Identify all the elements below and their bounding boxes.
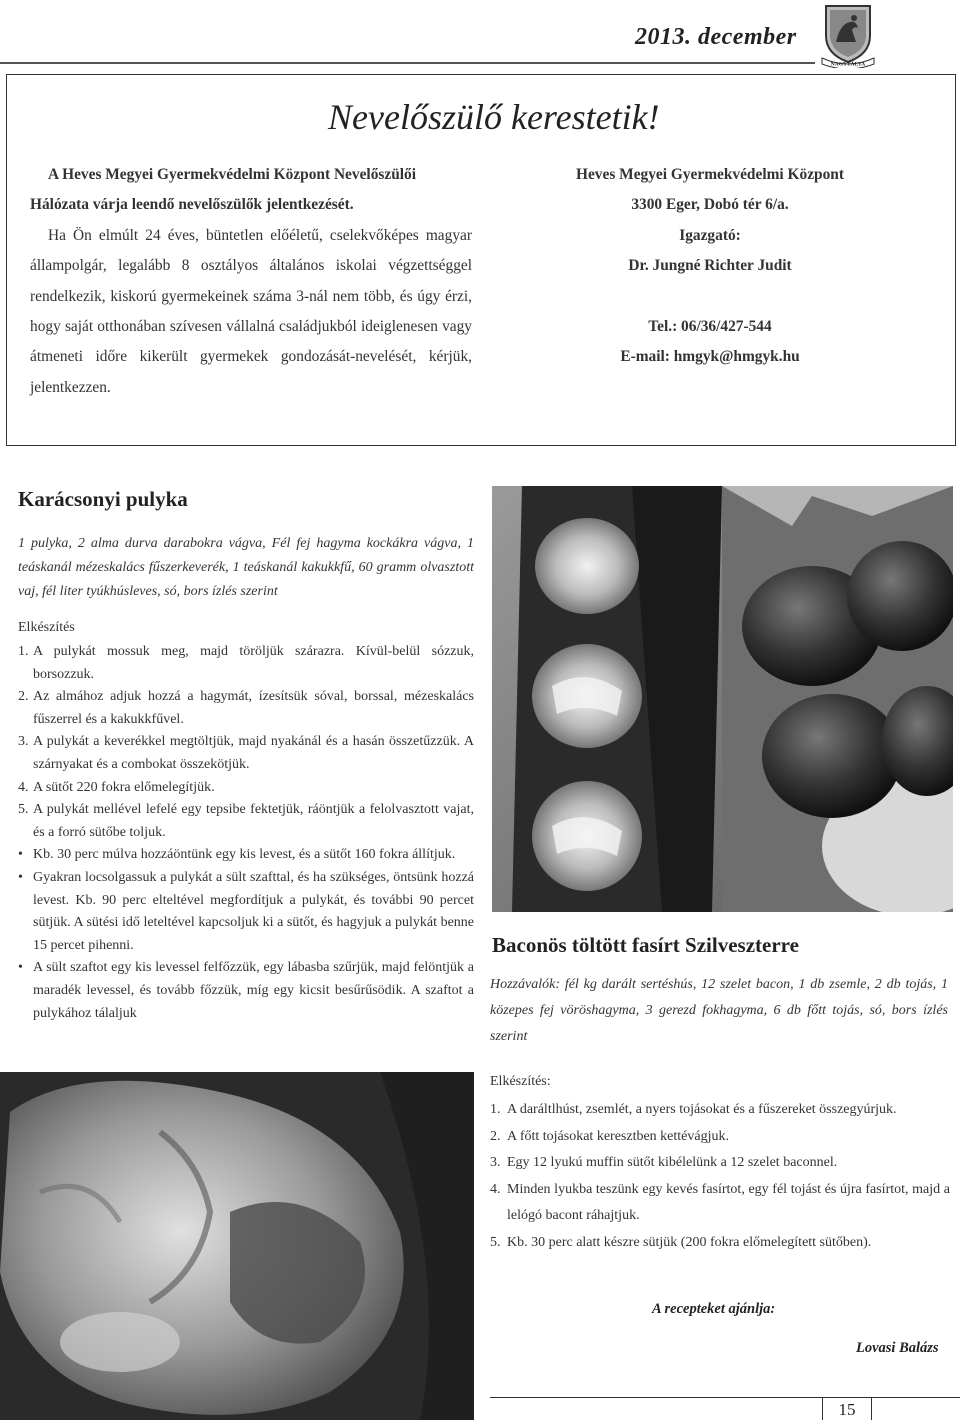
header-rule [0, 62, 815, 64]
issue-date: 2013. december [635, 24, 797, 50]
list-item: 1. A pulykát mossuk meg, majd töröljük szárazra. Kívül-belül sózzuk, borsozzuk. [18, 644, 474, 682]
adoption-intro-line-2: Hálózata várja leendő nevelőszülők jelentkezését. [30, 196, 354, 214]
list-item: 3. A pulykát a keverékkel megtöltjük, majd nyakánál és a hasán összetűzzük. A szárnyakat és a combokat összekötjük. [18, 734, 474, 772]
contact-director-label: Igazgató: [679, 226, 741, 244]
adoption-body [30, 160, 472, 403]
turkey-ingredients: 1 pulyka, 2 alma durva darabokra vágva, Fél fej hagyma kockákra vágva, 1 teáskanál mézeskalács fűszerkeverék, 1 teáskanál kakukkfű, 60 gramm olvasztott vaj, fél liter tyúkhúsleves, só, bors ízlés szerint [18, 536, 474, 599]
contact-spacer [560, 282, 860, 312]
meatloaf-method-label: Elkészítés: [490, 1074, 551, 1089]
adoption-title: Nevelőszülő kerestetik! [328, 97, 660, 137]
adoption-contact [560, 160, 860, 372]
meatloaf-ingredients: Hozzávalók: fél kg darált sertéshús, 12 szelet bacon, 1 db zsemle, 2 db tojás, 1 közepes fej vöröshagyma, 3 gerezd fokhagyma, 6 db főtt tojás, só, bors ízlés szerint [490, 977, 948, 1044]
list-item: 3. Egy 12 lyukú muffin sütőt kibélelünk a 12 szelet baconnel. [490, 1155, 838, 1170]
meatloaf-recipe-title: Baconös töltött fasírt Szilveszterre [492, 933, 799, 957]
list-item: 1. A daráltlhúst, zsemlét, a nyers tojásokat és a fűszereket összegyúrjuk. [490, 1102, 897, 1117]
list-item: 2. Az almához adjuk hozzá a hagymát, ízesítsük sóval, borssal, mézeskalács fűszerrel és a kakukkfűvel. [18, 689, 474, 727]
roast-turkey-photo [0, 1072, 474, 1420]
nagytalya-crest-icon [820, 2, 876, 68]
turkey-method-label: Elkészítés [18, 620, 75, 635]
contact-director-name: Dr. Jungné Richter Judit [628, 257, 792, 275]
list-item: 2. A főtt tojásokat keresztben kettévágjuk. [490, 1128, 729, 1144]
recommended-label: A recepteket ajánlja: [652, 1301, 776, 1317]
adoption-intro-line-1: A Heves Megyei Gyermekvédelmi Központ Nevelőszülői [48, 166, 417, 183]
contact-phone: Tel.: 06/36/427-544 [648, 317, 772, 335]
list-item: 5. Kb. 30 perc alatt készre sütjük (200 fokra előmelegített sütőben). [490, 1234, 872, 1250]
contact-org: Heves Megyei Gyermekvédelmi Központ [576, 166, 844, 183]
turkey-recipe-title: Karácsonyi pulyka [18, 487, 188, 511]
adoption-body-text: Ha Ön elmúlt 24 éves, büntetlen előéletű, cselekvőképes magyar állampolgár, legalább 8 osztályos általános iskolai végzettséggel rendelkezik, kiskorú gyermekeinek száma 3-nál nem több, és úgy érzi, hogy saját otthonában szívesen vállalná családjukból ideiglenesen vagy átmeneti időre kikerült gyermekek gondozását-nevelését, kérjük, jelentkezzen. [30, 226, 472, 396]
turkey-steps-list [18, 641, 474, 1025]
crest-label: NAGYTÁLYA [830, 61, 866, 68]
contact-address: 3300 Eger, Dobó tér 6/a. [631, 196, 789, 214]
meatloaf-steps-list [490, 1097, 950, 1256]
list-item: 5. A pulykát mellével lefelé egy tepsibe fektetjük, ráöntjük a felolvasztott vajat, és a forró sütőbe toljuk. [18, 802, 474, 840]
footer-rule [490, 1397, 960, 1398]
list-item: 4. Minden lyukba teszünk egy kevés fasírtot, egy fél tojást és újra fasírtot, majd a lelógó bacont ráhajtjuk. [490, 1181, 950, 1223]
list-item: • A sült szaftot egy kis levessel felfőzzük, egy lábasba szűrjük, majd felöntjük a maradék levessel, és tovább főzzük, míg egy kicsit besűrűsödik. A szaftot a pulykához tálaljuk [18, 960, 474, 1021]
list-item: • Kb. 30 perc múlva hozzáöntünk egy kis levest, és a sütőt 160 fokra állítjuk. [18, 847, 456, 863]
list-item: 4. A sütőt 220 fokra előmelegítjük. [18, 779, 215, 795]
author-name: Lovasi Balázs [856, 1340, 939, 1356]
contact-email: E-mail: hmgyk@hmgyk.hu [620, 348, 800, 366]
page-number: 15 [822, 1398, 872, 1420]
list-item: • Gyakran locsolgassuk a pulykát a sült szafttal, és ha szükséges, öntsünk hozzá levest. Kb. 90 perc elteltével megfordítjuk a pulykát, és további 90 percet sütjük. A sütési idő leteltével kapcsoljuk ki a sütőt, és hagyjuk a pulykát benne 15 percet pihenni. [18, 869, 474, 953]
meatloaf-muffin-photo [492, 486, 953, 912]
